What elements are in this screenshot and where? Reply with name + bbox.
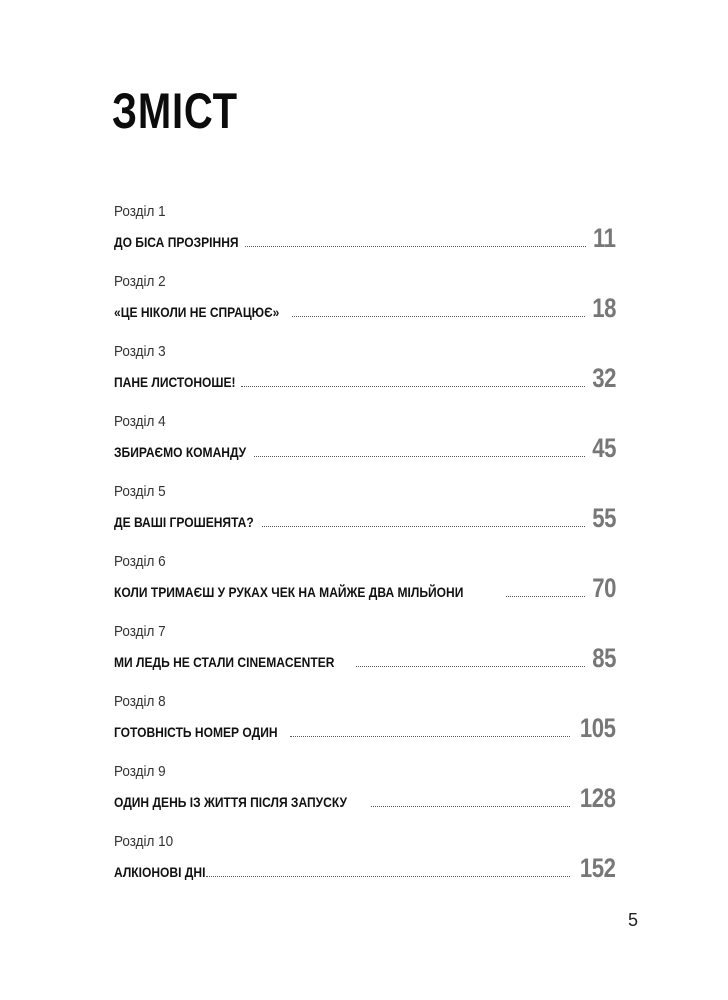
chapter-label: Розділ 4 xyxy=(114,413,166,430)
chapter-page-number: 55 xyxy=(592,503,616,533)
chapter-title: ДЕ ВАШІ ГРОШЕНЯТА? xyxy=(114,514,254,530)
toc-entry xyxy=(114,553,616,623)
chapter-title: ДО БІСА ПРОЗРІННЯ xyxy=(114,234,239,250)
chapter-label: Розділ 9 xyxy=(114,763,166,780)
chapter-title: ГОТОВНІСТЬ НОМЕР ОДИН xyxy=(114,724,278,740)
dot-leader xyxy=(292,316,585,317)
dot-leader xyxy=(241,386,585,387)
chapter-page-number: 105 xyxy=(580,713,616,743)
dot-leader xyxy=(506,596,585,597)
toc-line xyxy=(114,640,616,672)
chapter-title: АЛКІОНОВІ ДНІ xyxy=(114,864,206,880)
toc-entry xyxy=(114,833,616,903)
chapter-label: Розділ 5 xyxy=(114,483,166,500)
dot-leader xyxy=(290,736,570,737)
chapter-page-number: 70 xyxy=(592,573,616,603)
dot-leader xyxy=(356,666,585,667)
toc-entry xyxy=(114,693,616,763)
chapter-title: ОДИН ДЕНЬ ІЗ ЖИТТЯ ПІСЛЯ ЗАПУСКУ xyxy=(114,794,347,810)
toc-line xyxy=(114,360,616,392)
chapter-label: Розділ 7 xyxy=(114,623,166,640)
toc-line xyxy=(114,570,616,602)
chapter-label: Розділ 2 xyxy=(114,273,166,290)
chapter-label: Розділ 6 xyxy=(114,553,166,570)
dot-leader xyxy=(245,246,587,247)
chapter-label: Розділ 3 xyxy=(114,343,166,360)
chapter-label: Розділ 1 xyxy=(114,203,166,220)
chapter-page-number: 45 xyxy=(592,433,616,463)
chapter-label: Розділ 10 xyxy=(114,833,174,850)
page-number: 5 xyxy=(628,910,639,930)
toc-entry xyxy=(114,763,616,833)
toc-line xyxy=(114,780,616,812)
toc-entry xyxy=(114,273,616,343)
toc-line xyxy=(114,850,616,882)
chapter-page-number: 152 xyxy=(580,853,616,883)
chapter-label: Розділ 8 xyxy=(114,693,166,710)
toc-entry xyxy=(114,203,616,273)
toc-entry xyxy=(114,413,616,483)
toc-line xyxy=(114,500,616,532)
dot-leader xyxy=(254,456,585,457)
toc-entry xyxy=(114,483,616,553)
chapter-title: ЗБИРАЄМО КОМАНДУ xyxy=(114,444,247,460)
chapter-title: «ЦЕ НІКОЛИ НЕ СПРАЦЮЄ» xyxy=(114,304,280,320)
chapter-page-number: 85 xyxy=(592,643,616,673)
chapter-title: МИ ЛЕДЬ НЕ СТАЛИ CINEMACENTER xyxy=(114,654,335,670)
dot-leader xyxy=(262,526,584,527)
dot-leader xyxy=(371,806,571,807)
toc-line xyxy=(114,710,616,742)
toc-entry xyxy=(114,623,616,693)
chapter-page-number: 128 xyxy=(580,783,616,813)
chapter-title: ПАНЕ ЛИСТОНОШЕ! xyxy=(114,374,236,390)
dot-leader xyxy=(206,876,570,877)
chapter-title: КОЛИ ТРИМАЄШ У РУКАХ ЧЕК НА МАЙЖЕ ДВА МІЛЬЙОНИ xyxy=(114,584,464,600)
page-title: ЗМІСТ xyxy=(112,83,238,139)
chapter-page-number: 11 xyxy=(593,223,616,253)
toc-entry xyxy=(114,343,616,413)
toc-line xyxy=(114,220,616,252)
toc-line xyxy=(114,430,616,462)
table-of-contents xyxy=(114,203,616,903)
toc-line xyxy=(114,290,616,322)
chapter-page-number: 32 xyxy=(592,363,616,393)
chapter-page-number: 18 xyxy=(592,293,616,323)
